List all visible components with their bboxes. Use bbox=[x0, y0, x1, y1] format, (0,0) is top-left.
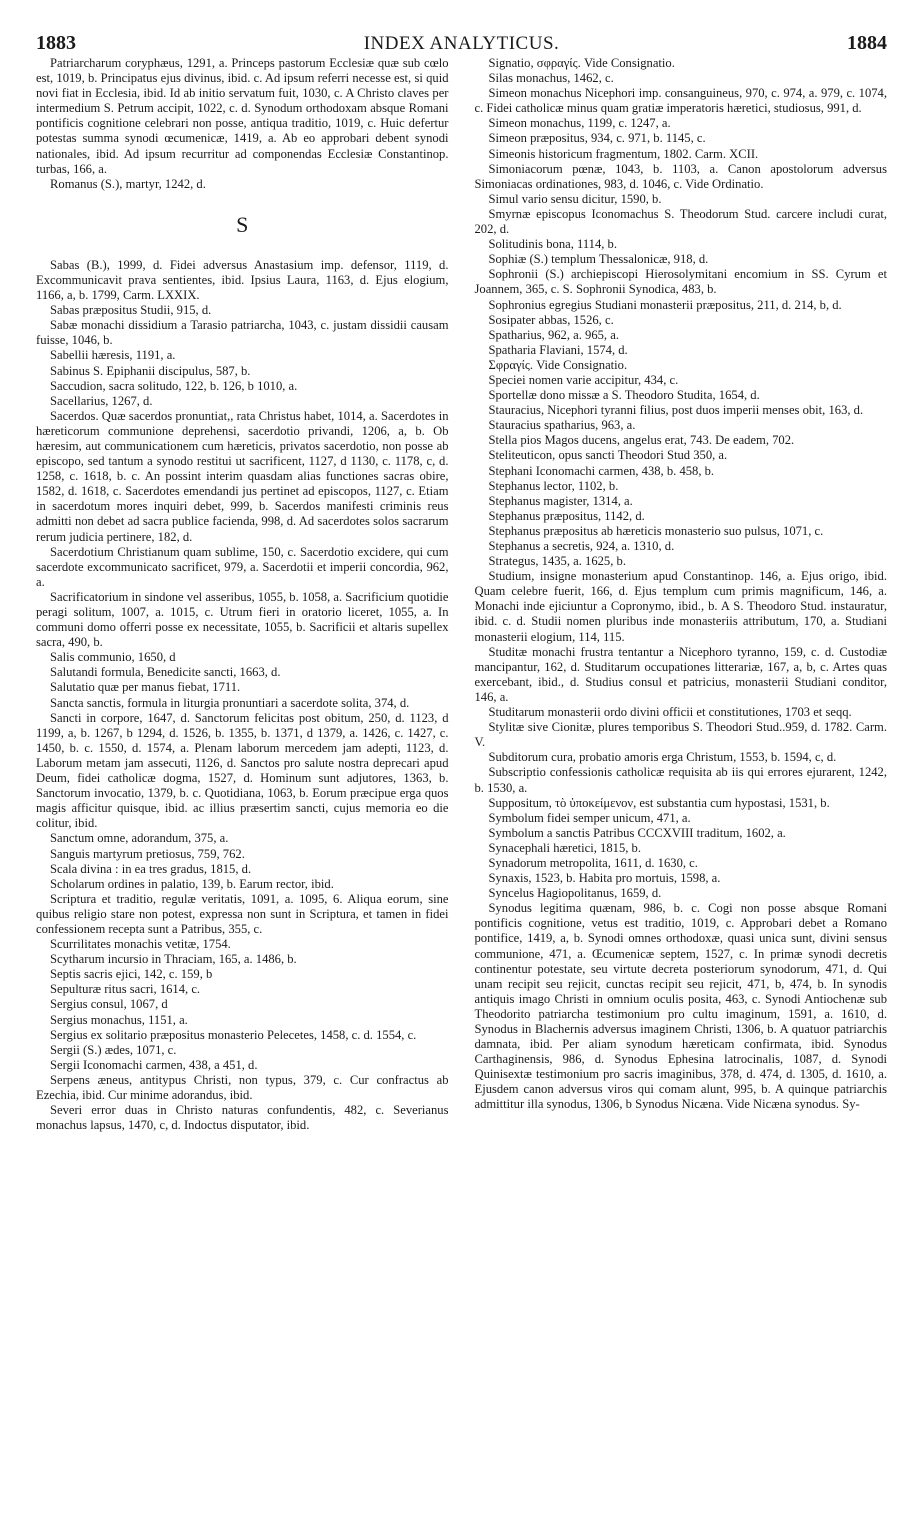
index-entry: Stephani Iconomachi carmen, 438, b. 458, b. bbox=[488, 463, 715, 478]
index-entry: Stauracius, Nicephori tyranni filius, post duos imperii menses obit, 163, d. bbox=[488, 403, 864, 418]
index-entry: Symbolum a sanctis Patribus CCCXVIII traditum, 1602, a. bbox=[488, 825, 786, 840]
columns bbox=[36, 56, 887, 1133]
index-entry: Symbolum fidei semper unicum, 471, a. bbox=[488, 810, 691, 825]
left-column bbox=[36, 56, 449, 1133]
index-entry: Spatharia Flaviani, 1574, d. bbox=[488, 342, 628, 357]
index-entry: Severi error duas in Christo naturas confundentis, 482, c. Severianus monachus lapsus, 1470, c, d. Indoctus disputator, ibid. bbox=[36, 1103, 449, 1133]
index-entry: Salis communio, 1650, d bbox=[50, 650, 176, 665]
index-entry: Sergii Iconomachi carmen, 438, a 451, d. bbox=[50, 1057, 258, 1072]
index-entry: Scholarum ordines in palatio, 139, b. Earum rector, ibid. bbox=[50, 876, 334, 891]
index-entry: Stephanus a secretis, 924, a. 1310, d. bbox=[488, 539, 675, 553]
index-entry: Synadorum metropolita, 1611, d. 1630, c. bbox=[488, 855, 698, 870]
index-entry: Sabas præpositus Studii, 915, d. bbox=[50, 303, 212, 318]
index-entry: Salutatio quæ per manus fiebat, 1711. bbox=[50, 680, 241, 695]
index-entry: Septis sacris ejici, 142, c. 159, b bbox=[50, 967, 213, 982]
index-entry: Strategus, 1435, a. 1625, b. bbox=[488, 554, 626, 569]
index-entry: Simeon monachus Nicephori imp. consanguineus, 970, c. 974, a. 979, c. 1074, c. Fidei catholicæ minus quam gratiæ imperatoris hæretici, studiosus, 991, d. bbox=[474, 86, 887, 116]
index-entry: Sergius ex solitario præpositus monasterio Pelecetes, 1458, c. d. 1554, c. bbox=[50, 1027, 417, 1042]
index-entry: Simeon monachus, 1199, c. 1247, a. bbox=[488, 116, 671, 131]
index-entry: Sabas (B.), 1999, d. Fidei adversus Anastasium imp. defensor, 1119, d. Excommunicavit prava sentientes, ibid. Ipsius Laura, 1163, d. Ejus elogium, 1166, a, b. 1799, Carm. LXXIX. bbox=[36, 257, 449, 303]
page-header bbox=[36, 32, 887, 56]
index-entry: Studitarum monasterii ordo divini officii et constitutiones, 1703 et seqq. bbox=[488, 705, 852, 720]
index-entry: Stephanus lector, 1102, b. bbox=[488, 478, 619, 493]
index-entry: Stella pios Magos ducens, angelus erat, 743. De eadem, 702. bbox=[488, 433, 795, 448]
index-entry: Steliteuticon, opus sancti Theodori Stud 350, a. bbox=[488, 448, 728, 463]
index-entry: Simeon præpositus, 934, c. 971, b. 1145, c. bbox=[488, 131, 706, 146]
index-entry: Simul vario sensu dicitur, 1590, b. bbox=[488, 191, 662, 206]
index-entry: Stephanus magister, 1314, a. bbox=[488, 493, 633, 508]
index-entry: Sophronii (S.) archiepiscopi Hierosolymitani encomium in SS. Cyrum et Joannem, 365, c. S. Sophronii Synodica, 483, b. bbox=[474, 267, 887, 297]
page-number-right: 1884 bbox=[847, 32, 887, 54]
index-entry: Serpens æneus, antitypus Christi, non typus, 379, c. Cur confractus ab Ezechia, ibid. Cur minime adorandus, ibid. bbox=[36, 1072, 449, 1102]
index-entry: Sancta sanctis, formula in liturgia pronuntiari a sacerdote solita, 374, d. bbox=[50, 695, 410, 710]
index-entry: Suppositum, τὸ ὑποκείμενον, est substantia cum hypostasi, 1531, b. bbox=[488, 795, 830, 810]
index-entry: Simoniacorum pœnæ, 1043, b. 1103, a. Canon apostolorum adversus Simoniacas ordinationes, 983, d. 1046, c. Vide Ordinatio. bbox=[474, 161, 887, 191]
index-entry: Romanus (S.), martyr, 1242, d. bbox=[50, 176, 206, 191]
section-letter: S bbox=[236, 211, 249, 237]
index-entry: Salutandi formula, Benedicite sancti, 1663, d. bbox=[50, 665, 281, 680]
index-entry: Solitudinis bona, 1114, b. bbox=[488, 237, 618, 252]
index-entry: Sergii (S.) ædes, 1071, c. bbox=[50, 1042, 177, 1057]
index-entry: Sanctum omne, adorandum, 375, a. bbox=[50, 831, 229, 846]
page-number-left: 1883 bbox=[36, 32, 76, 54]
index-entry: Sophronius egregius Studiani monasterii præpositus, 211, d. 214, b, d. bbox=[488, 297, 842, 312]
index-entry: Saccudion, sacra solitudo, 122, b. 126, b 1010, a. bbox=[50, 378, 298, 393]
index-entry: Sosipater abbas, 1526, c. bbox=[488, 312, 614, 327]
left-column-s-entries bbox=[36, 258, 449, 1133]
index-entry: Sabinus S. Epiphanii discipulus, 587, b. bbox=[50, 363, 251, 378]
index-entry: Syncelus Hagiopolitanus, 1659, d. bbox=[488, 886, 662, 901]
right-column bbox=[475, 56, 888, 1133]
index-entry: Sportellæ dono missæ a S. Theodoro Studita, 1654, d. bbox=[488, 388, 760, 403]
index-entry: Sophiæ (S.) templum Thessalonicæ, 918, d. bbox=[488, 252, 709, 267]
index-entry: Patriarcharum coryphæus, 1291, a. Princeps pastorum Ecclesiæ quæ sub cœlo est, 1019, b. Principatus ejus divinus, ibid. c. Ad ipsum referri necesse est, si quid novi fiat in Ecclesia, ibid. Id ab initio servatum fuit, 1030, c. A Christo claves per intermedium S. Petrum accipit, 1022, c. d. Synodum orthodoxam absque Romani pontificis cognitione celebrari non posse, antiqua traditio, 1019, c. Huic defertur potestas summa synodi œcumenicæ, 1419, a. Ab eo approbari debent synodi nationales, ibid. Ad ipsum recurritur ad componendas Ecclesiæ Constantinop. turbas, 166, a. bbox=[36, 56, 449, 176]
index-entry: Sabellii hæresis, 1191, a. bbox=[50, 348, 176, 363]
index-entry: Subscriptio confessionis catholicæ requisita ab iis qui errores ejurarent, 1242, b. 1530, a. bbox=[474, 765, 887, 795]
index-entry: Simeonis historicum fragmentum, 1802. Carm. XCII. bbox=[488, 146, 759, 161]
index-entry: Sabæ monachi dissidium a Tarasio patriarcha, 1043, c. justam dissidii causam fuisse, 1046, b. bbox=[36, 318, 449, 348]
index-entry: Scurrilitates monachis vetitæ, 1754. bbox=[50, 937, 231, 952]
index-entry: Sergius monachus, 1151, a. bbox=[50, 1012, 188, 1027]
index-entry: Silas monachus, 1462, c. bbox=[488, 71, 614, 86]
index-entry: Studium, insigne monasterium apud Constantinop. 146, a. Ejus origo, ibid. Quam celebre fuerit, 166, d. Ejus templum cum primis magnificum, 146, a. Monachi inde ejiciuntur a Copronymo, ibid., b. A S. Theodoro Stud. instauratur, ibid. c. d. Studii nomen pluribus inde monasteriis attributum, 170, a. Studiani monasterii elogium, 114, 115. bbox=[474, 569, 887, 644]
index-entry: Stauracius spatharius, 963, a. bbox=[488, 418, 636, 433]
index-entry: Subditorum cura, probatio amoris erga Christum, 1553, b. 1594, c, d. bbox=[488, 750, 837, 765]
index-entry: Sepulturæ ritus sacri, 1614, c. bbox=[50, 982, 201, 997]
index-entry: Sancti in corpore, 1647, d. Sanctorum felicitas post obitum, 250, d. 1123, d 1199, a, b. 1267, b 1294, d. 1526, b. 1355, b. 1371, d 1379, a. 1426, c. 1427, c. 1450, b. c. 1550, d. 1574, a. Plenam laborum mercedem jam adepti, 1123, d. Laborum metam jam assecuti, 1126, d. Sanctos pro salute nostra deprecari apud Deum, fidei catholicæ dogma, 1527, d. Hominum sunt adjutores, 1363, b. Sanctorum invocatio, 1379, b. c. Quotidiana, 1063, b. Eorum præcipue erga quos magis afficitur quisque, ibid. ac illius præsertim sancti, cujus memoria eo die colitur, ibid. bbox=[36, 710, 449, 831]
index-entry: Signatio, σφραγίς. Vide Consignatio. bbox=[488, 56, 675, 70]
index-entry: Sanguis martyrum pretiosus, 759, 762. bbox=[50, 846, 245, 861]
index-entry: Synacephali hæretici, 1815, b. bbox=[488, 840, 641, 855]
index-entry: Scriptura et traditio, regulæ veritatis, 1091, a. 1095, 6. Aliqua eorum, sine quibus religio stare non potest, expressa non sunt in Scriptura, et tamen in fidei confessionem recepta sunt a Patribus, 355, c. bbox=[36, 891, 449, 936]
index-entry: Sergius consul, 1067, d bbox=[50, 997, 168, 1012]
index-entry: Speciei nomen varie accipitur, 434, c. bbox=[488, 372, 679, 387]
index-entry: Stylitæ sive Cionitæ, plures temporibus S. Theodori Stud..959, d. 1782. Carm. V. bbox=[474, 720, 887, 750]
index-entry: Sacerdos. Quæ sacerdos pronuntiat,, rata Christus habet, 1014, a. Sacerdotes in hæreticorum communione deprehensi, sacerdotio privandi, 1206, a, b. Ob hæresim, aut communicationem cum hæreticis, privatos sacerdotio, non posse ab episcopo, sed tantum a synodo restitui ut sacrificent, 1127, d 1130, c. 1178, c, d. 1258, c. 1618, b. c. An possint interim quasdam alias functiones sacras obire, 1582, d. 1618, c. Sacerdotes emendandi jus pertinet ad episcopos, 1127, c. Etiam in sacerdotum mores inquiri debet, 999, b. Sacerdos manifesti criminis reus admitti non debet ad sacra publice facienda, 998, d. Ad sacerdotes solos sacrarum rerum judicia pertinere, 182, d. bbox=[36, 408, 449, 544]
index-entry: Σφραγίς. Vide Consignatio. bbox=[488, 357, 628, 372]
index-entry: Stephanus præpositus, 1142, d. bbox=[488, 508, 645, 523]
index-entry: Stephanus præpositus ab hæreticis monasterio suo pulsus, 1071, c. bbox=[488, 523, 824, 538]
page-title: INDEX ANALYTICUS. bbox=[363, 33, 560, 54]
index-entry: Studitæ monachi frustra tentantur a Nicephoro tyranno, 159, c. d. Custodiæ mancipantur, 162, d. Studitarum occupationes litterariæ, 167, a, b, c. Artes quas exercebant, ibid., d. Studius consul et patricius, monasterii Studiani conditor, 146, a. bbox=[474, 644, 887, 704]
index-entry: Spatharius, 962, a. 965, a. bbox=[488, 327, 619, 342]
left-column-top bbox=[36, 56, 449, 192]
index-entry: Smyrnæ episcopus Iconomachus S. Theodorum Stud. carcere includi curat, 202, d. bbox=[474, 206, 887, 237]
index-entry: Scytharum incursio in Thraciam, 165, a. 1486, b. bbox=[50, 952, 297, 967]
index-entry: Sacrificatorium in sindone vel asseribus, 1055, b. 1058, a. Sacrificium quotidie peragi solitum, 1007, a. 1015, c. Utrum fieri in oratorio liceret, 1055, a. In communi domo offerri posse ex necessitate, 1055, b. Sacrificii et altaris supellex sacra, 490, b. bbox=[36, 589, 449, 650]
index-entry: Sacellarius, 1267, d. bbox=[50, 393, 153, 408]
index-entry: Scala divina : in ea tres gradus, 1815, d. bbox=[50, 861, 252, 876]
index-entry: Sacerdotium Christianum quam sublime, 150, c. Sacerdotio excidere, qui cum sacerdote excommunicato sacrificet, 979, a. Sacerdotii et imperii concordia, 962, a. bbox=[36, 544, 449, 589]
index-entry: Synodus legitima quænam, 986, b. c. Cogi non posse absque Romani pontificis cognitione, vetus est traditio, 1019, c. Approbari debet a Romano pontifice, 1419, a, b. Synodi omnes orthodoxæ, quasi unica sunt, divini sensus communione, 471, a. Œcumenicæ septem, 1527, c. In primæ synodi decretis continentur potestate, seu virtute decreta posteriorum synodorum, 471, d. Qui unam recipit seu rejicit, cunctas recipit seu rejicit, 471, b, 474, b. In synodis antiquis imago Christi in omnium oculis posita, 463, c. Synodi Antiochenæ sub Theodorito patriarcha testimonium pro cultu imaginum, 1591, a. 1610, d. Synodus in Blachernis adversus imaginem Christi, 1306, b. A quatuor patriarchis damnata, ibid. Per aliam synodum hæreticam confirmata, ibid. Synodus Carthaginensis, 986, d. Synodus Ephesina latrocinalis, 1087, d. Synodi Quinisextæ testimonium pro sacris imaginibus, 378, d. 474, d. 1305, d. 1610, a. Ejusdem canon adversus viros qui comam alunt, 995, b. A quinque patriarchis admittitur illa synodus, 1306, b Synodus Nicæna. Vide Nicæna synodus. Sy- bbox=[474, 901, 887, 1112]
index-entry: Synaxis, 1523, b. Habita pro mortuis, 1598, a. bbox=[488, 871, 721, 886]
